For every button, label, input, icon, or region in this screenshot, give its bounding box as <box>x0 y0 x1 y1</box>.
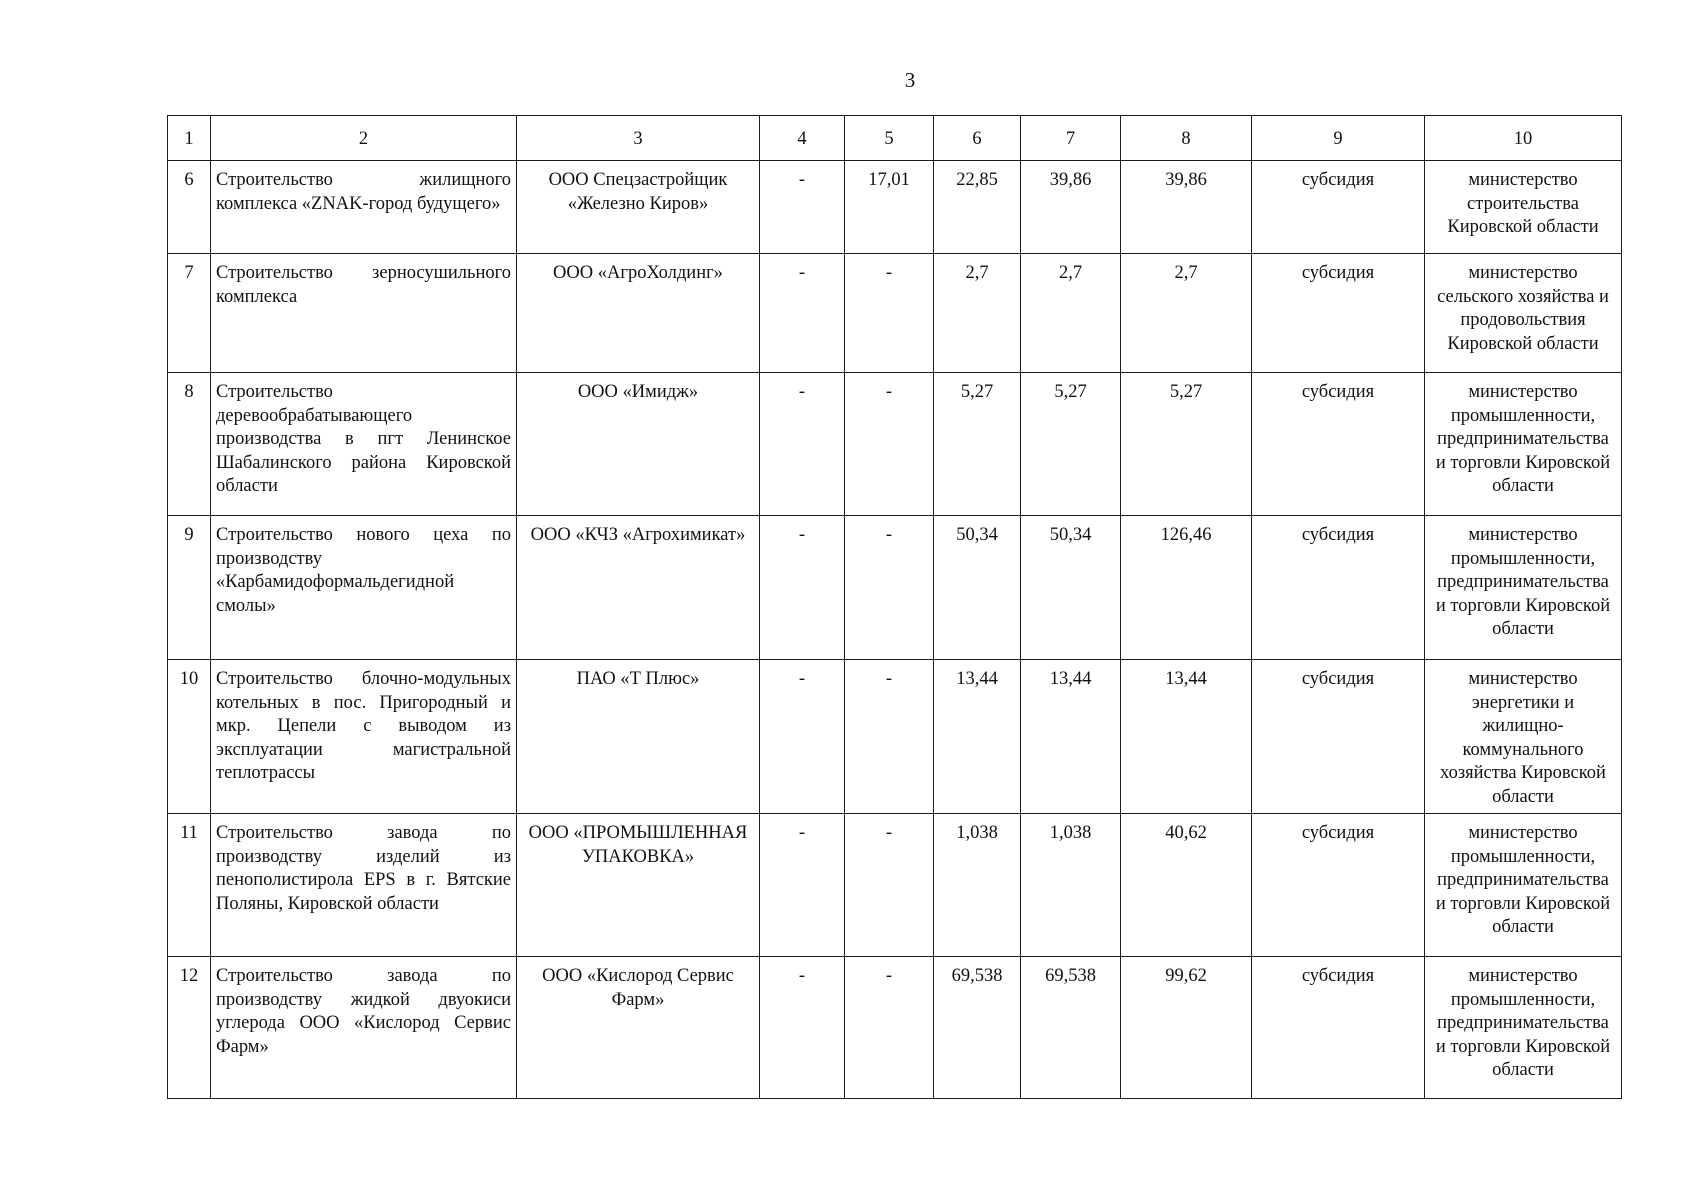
value-cell: 1,038 <box>1021 814 1121 957</box>
organization: ООО Спецзастройщик «Железно Киров» <box>517 161 760 254</box>
responsible-ministry: министерство строительства Кировской области <box>1425 161 1622 254</box>
responsible-ministry: министерство энергетики и жилищно-коммунального хозяйства Кировской области <box>1425 660 1622 814</box>
value-cell: 5,27 <box>1021 373 1121 516</box>
responsible-ministry: министерство промышленности, предпринимательства и торговли Кировской области <box>1425 516 1622 660</box>
table-row <box>168 660 1622 814</box>
value-cell: 5,27 <box>934 373 1021 516</box>
value-cell: - <box>760 161 845 254</box>
value-cell: 13,44 <box>934 660 1021 814</box>
header-row <box>168 116 1622 161</box>
table-row <box>168 957 1622 1099</box>
support-type: субсидия <box>1252 254 1425 373</box>
value-cell: 2,7 <box>934 254 1021 373</box>
value-cell: - <box>845 373 934 516</box>
responsible-ministry: министерство промышленности, предпринимательства и торговли Кировской области <box>1425 957 1622 1099</box>
column-header: 7 <box>1021 116 1121 161</box>
value-cell: 69,538 <box>1021 957 1121 1099</box>
value-cell: 5,27 <box>1121 373 1252 516</box>
value-cell: 2,7 <box>1021 254 1121 373</box>
value-cell: - <box>845 660 934 814</box>
responsible-ministry: министерство промышленности, предпринимательства и торговли Кировской области <box>1425 373 1622 516</box>
row-number: 11 <box>168 814 211 957</box>
row-number: 12 <box>168 957 211 1099</box>
value-cell: 39,86 <box>1021 161 1121 254</box>
value-cell: 69,538 <box>934 957 1021 1099</box>
project-name: Строительство блочно-модульных котельных в пос. Пригородный и мкр. Цепели с выводом из эксплуатации магистральной теплотрассы <box>211 660 517 814</box>
column-header: 2 <box>211 116 517 161</box>
row-number: 7 <box>168 254 211 373</box>
value-cell: 39,86 <box>1121 161 1252 254</box>
project-name: Строительство жилищного комплекса «ZNAK-город будущего» <box>211 161 517 254</box>
value-cell: 22,85 <box>934 161 1021 254</box>
value-cell: - <box>760 254 845 373</box>
column-header: 5 <box>845 116 934 161</box>
support-type: субсидия <box>1252 957 1425 1099</box>
table-row <box>168 814 1622 957</box>
value-cell: - <box>760 373 845 516</box>
row-number: 6 <box>168 161 211 254</box>
project-name: Строительство зерносушильного комплекса <box>211 254 517 373</box>
column-header: 9 <box>1252 116 1425 161</box>
organization: ООО «ПРОМЫШЛЕННАЯ УПАКОВКА» <box>517 814 760 957</box>
support-type: субсидия <box>1252 814 1425 957</box>
project-name: Строительство деревообрабатывающего производства в пгт Ленинское Шабалинского района Кировской области <box>211 373 517 516</box>
value-cell: 13,44 <box>1021 660 1121 814</box>
value-cell: 40,62 <box>1121 814 1252 957</box>
data-table <box>167 115 1622 1099</box>
organization: ООО «Кислород Сервис Фарм» <box>517 957 760 1099</box>
table-row <box>168 516 1622 660</box>
column-header: 6 <box>934 116 1021 161</box>
value-cell: 50,34 <box>934 516 1021 660</box>
value-cell: - <box>845 254 934 373</box>
table-row <box>168 254 1622 373</box>
column-header: 1 <box>168 116 211 161</box>
value-cell: 99,62 <box>1121 957 1252 1099</box>
table-row <box>168 161 1622 254</box>
value-cell: 1,038 <box>934 814 1021 957</box>
value-cell: - <box>760 516 845 660</box>
value-cell: - <box>845 814 934 957</box>
value-cell: - <box>845 957 934 1099</box>
value-cell: 13,44 <box>1121 660 1252 814</box>
value-cell: 126,46 <box>1121 516 1252 660</box>
value-cell: 50,34 <box>1021 516 1121 660</box>
support-type: субсидия <box>1252 516 1425 660</box>
table-row <box>168 373 1622 516</box>
organization: ООО «КЧЗ «Агрохимикат» <box>517 516 760 660</box>
value-cell: - <box>760 660 845 814</box>
organization: ПАО «Т Плюс» <box>517 660 760 814</box>
row-number: 8 <box>168 373 211 516</box>
column-header: 10 <box>1425 116 1622 161</box>
organization: ООО «Имидж» <box>517 373 760 516</box>
column-header: 4 <box>760 116 845 161</box>
support-type: субсидия <box>1252 161 1425 254</box>
responsible-ministry: министерство промышленности, предпринимательства и торговли Кировской области <box>1425 814 1622 957</box>
column-header: 3 <box>517 116 760 161</box>
responsible-ministry: министерство сельского хозяйства и продовольствия Кировской области <box>1425 254 1622 373</box>
row-number: 10 <box>168 660 211 814</box>
value-cell: - <box>760 814 845 957</box>
support-type: субсидия <box>1252 373 1425 516</box>
project-name: Строительство нового цеха по производству «Карбамидоформальдегидной смолы» <box>211 516 517 660</box>
value-cell: 2,7 <box>1121 254 1252 373</box>
support-type: субсидия <box>1252 660 1425 814</box>
organization: ООО «АгроХолдинг» <box>517 254 760 373</box>
project-name: Строительство завода по производству изделий из пенополистирола EPS в г. Вятские Поляны, Кировской области <box>211 814 517 957</box>
value-cell: 17,01 <box>845 161 934 254</box>
row-number: 9 <box>168 516 211 660</box>
column-header: 8 <box>1121 116 1252 161</box>
project-name: Строительство завода по производству жидкой двуокиси углерода ООО «Кислород Сервис Фарм» <box>211 957 517 1099</box>
value-cell: - <box>845 516 934 660</box>
value-cell: - <box>760 957 845 1099</box>
page-number: 3 <box>904 68 916 92</box>
